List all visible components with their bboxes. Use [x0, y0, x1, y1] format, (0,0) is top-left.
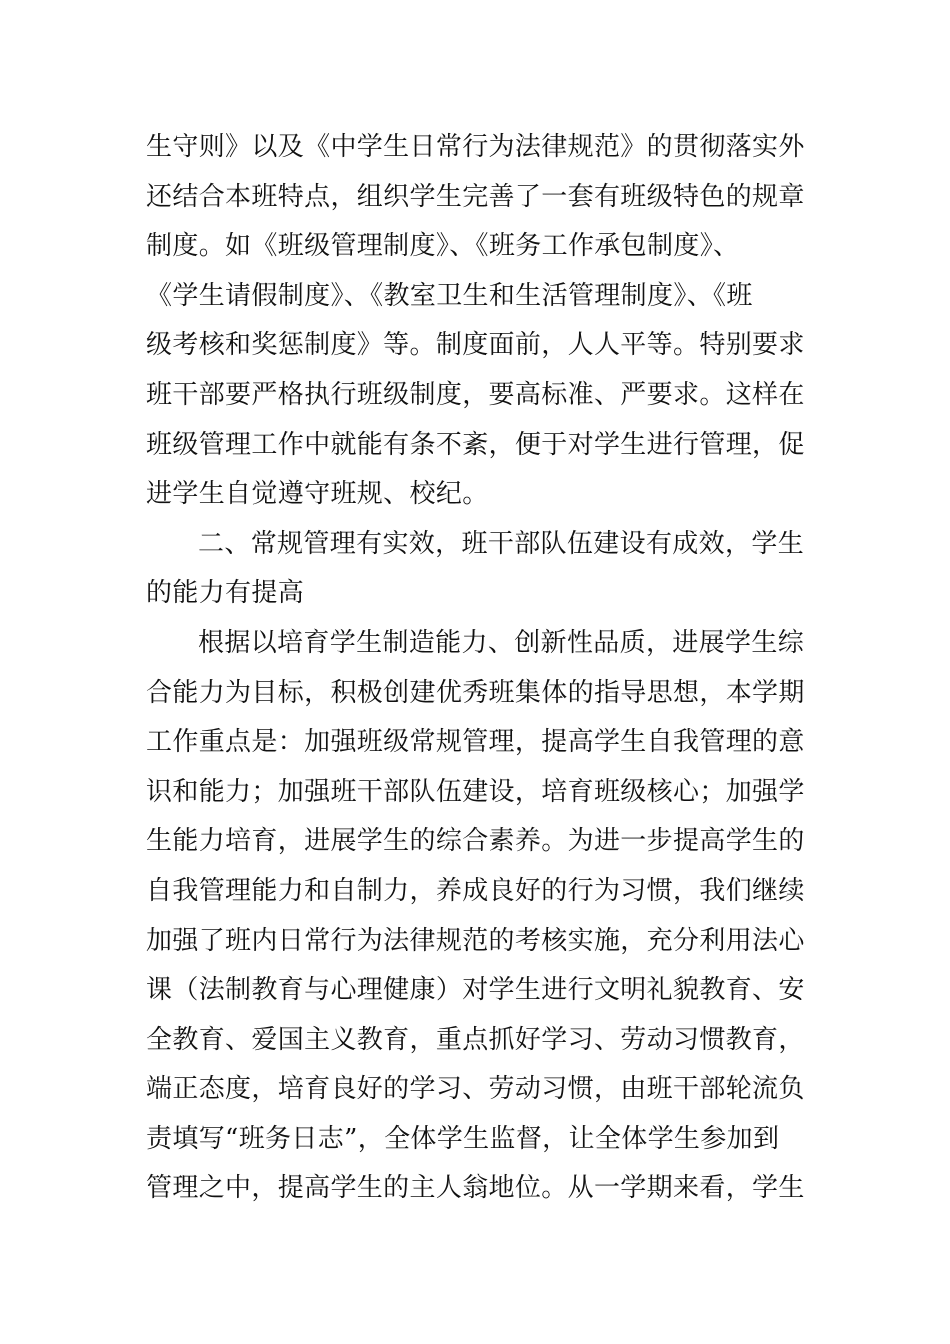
text-line: 全教育、爱国主义教育，重点抓好学习、劳动习惯教育， — [146, 1024, 805, 1055]
document-body — [146, 123, 806, 1214]
text-line: 端正态度，培育良好的学习、劳动习惯，由班干部轮流负 — [146, 1074, 805, 1105]
text-line: 班级管理工作中就能有条不紊，便于对学生进行管理，促 — [146, 429, 805, 460]
paragraph-first-line: 根据以培育学生制造能力、创新性品质，进展学生综 — [198, 627, 805, 658]
text-line: 责填写“班务日志”，全体学生监督，让全体学生参加到 — [146, 1123, 780, 1154]
text-line: 管理之中，提高学生的主人翁地位。从一学期来看，学生 — [146, 1173, 805, 1204]
text-line: 加强了班内日常行为法律规范的考核实施，充分利用法心 — [146, 925, 805, 956]
text-line: 级考核和奖惩制度》等。制度面前，人人平等。特别要求 — [146, 330, 805, 361]
text-line: 课（法制教育与心理健康）对学生进行文明礼貌教育、安 — [146, 975, 805, 1006]
text-line: 进学生自觉遵守班规、校纪。 — [146, 479, 489, 510]
text-line: 还结合本班特点，组织学生完善了一套有班级特色的规章 — [146, 181, 805, 212]
text-line: 合能力为目标，积极创建优秀班集体的指导思想，本学期 — [146, 677, 805, 708]
text-line: 自我管理能力和自制力，养成良好的行为习惯，我们继续 — [146, 875, 805, 906]
text-line: 工作重点是：加强班级常规管理，提高学生自我管理的意 — [146, 727, 805, 758]
text-line: 班干部要严格执行班级制度，要高标准、严要求。这样在 — [146, 379, 805, 410]
text-line: 生守则》以及《中学生日常行为法律规范》的贯彻落实外 — [146, 132, 805, 162]
section-heading-line: 二、常规管理有实效，班干部队伍建设有成效，学生 — [198, 528, 805, 559]
section-heading-line: 的能力有提高 — [146, 578, 305, 609]
text-line: 生能力培育，进展学生的综合素养。为进一步提高学生的 — [146, 826, 805, 857]
text-line: 识和能力；加强班干部队伍建设，培育班级核心；加强学 — [146, 776, 805, 807]
text-line: 《学生请假制度》、《教室卫生和生活管理制度》、《班 — [146, 280, 753, 311]
text-line: 制度。如《班级管理制度》、《班务工作承包制度》、 — [146, 231, 740, 262]
